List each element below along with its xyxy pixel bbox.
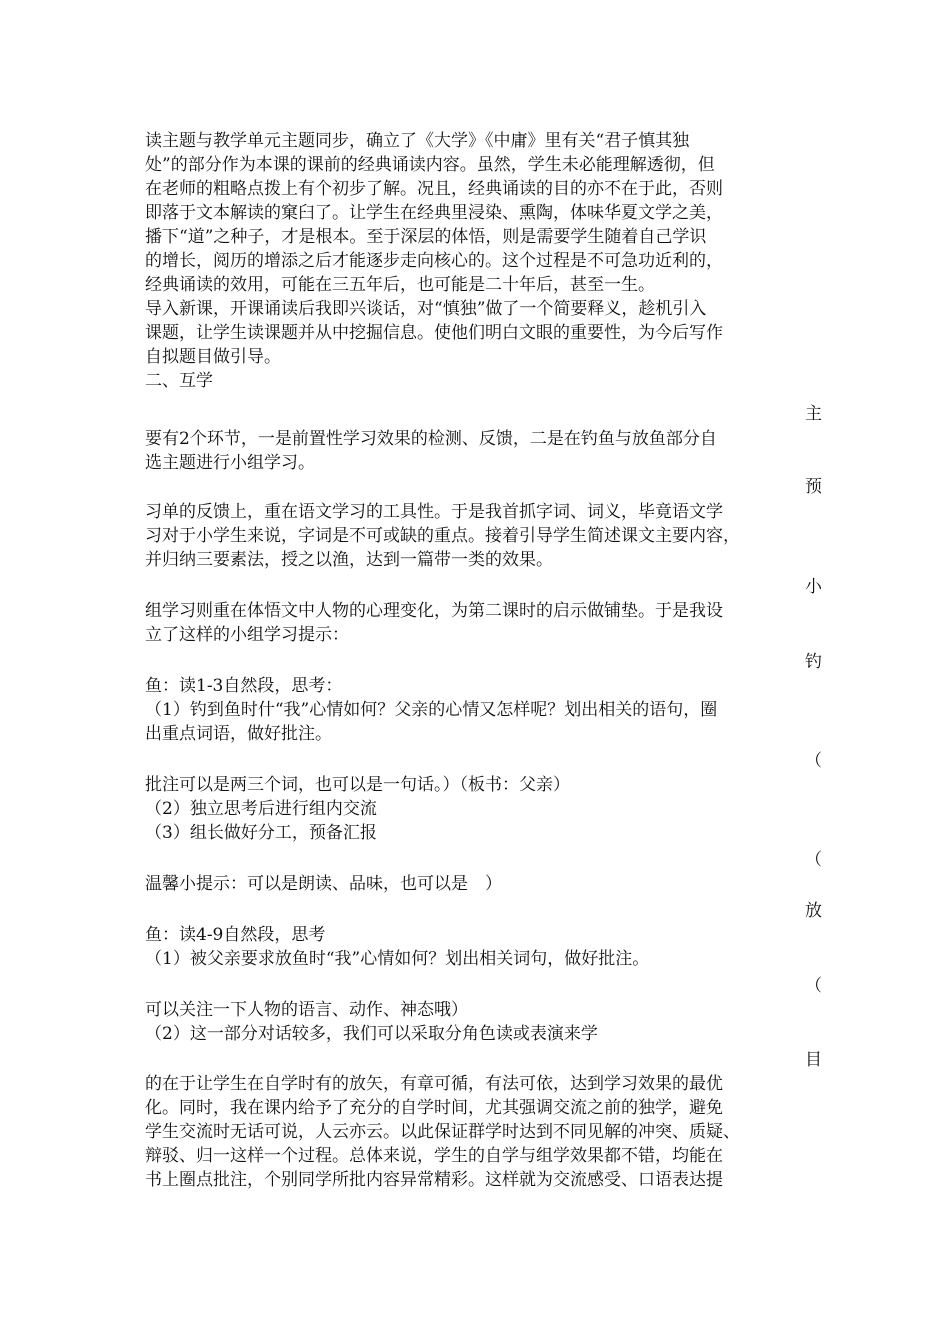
text-line-28: 可以关注一下人物的语言、动作、神态哦） — [145, 1000, 468, 1020]
text-line-22: 批注可以是两三个词，也可以是一句话。）（板书：父亲） — [145, 775, 570, 795]
text-line-12: 要有2个环节，一是前置性学习效果的检测、反馈，二是在钓鱼与放鱼部分自 — [145, 429, 717, 449]
text-line-10: 自拟题目做引导。 — [145, 347, 281, 367]
text-line-26: 鱼：读4-9自然段，思考 — [145, 925, 326, 945]
text-line-21: 出重点词语，做好批注。 — [145, 724, 332, 744]
text-line-23: （2）独立思考后进行组内交流 — [145, 799, 377, 819]
text-line-27: （1）被父亲要求放鱼时“我”心情如何？划出相关词句，做好批注。 — [145, 949, 650, 969]
margin-mark-3: 小 — [805, 577, 822, 597]
text-line-16: 并归纳三要素法，授之以渔，达到一篇带一类的效果。 — [145, 550, 553, 570]
text-line-19: 鱼：读1-3自然段，思考： — [145, 676, 343, 696]
text-line-20: （1）钓到鱼时什“我”心情如何？父亲的心情又怎样呢？划出相关的语句，圈 — [145, 700, 718, 720]
text-line-1: 读主题与教学单元主题同步，确立了《大学》《中庸》里有关“君子慎其独 — [145, 131, 690, 151]
text-line-5: 播下“道”之种子，才是根本。至于深层的体悟，则是需要学生随着自己学识 — [145, 227, 707, 247]
margin-mark-8: （ — [805, 976, 822, 996]
margin-mark-2: 预 — [805, 477, 822, 497]
margin-mark-1: 主 — [805, 404, 822, 424]
text-line-24: （3）组长做好分工，预备汇报 — [145, 823, 377, 843]
text-line-31: 化。同时，我在课内给予了充分的自学时间，尤其强调交流之前的独学，避免 — [145, 1098, 723, 1118]
text-line-32: 学生交流时无话可说，人云亦云。以此保证群学时达到不同见解的冲突、质疑、 — [145, 1122, 740, 1142]
text-line-9: 课题，让学生读课题并从中挖掘信息。使他们明白文眼的重要性，为今后写作 — [145, 323, 723, 343]
text-line-8: 导入新课，开课诵读后我即兴谈话，对“慎独”做了一个简要释义，趁机引入 — [145, 299, 707, 319]
text-line-4: 即落于文本解读的窠臼了。让学生在经典里浸染、熏陶，体味华夏文学之美， — [145, 203, 723, 223]
margin-mark-9: 目 — [805, 1050, 822, 1070]
margin-mark-5: （ — [805, 751, 822, 771]
text-line-29: （2）这一部分对话较多，我们可以采取分角色读或表演来学 — [145, 1024, 598, 1044]
margin-mark-6: （ — [805, 850, 822, 870]
text-line-17: 组学习则重在体悟文中人物的心理变化，为第二课时的启示做铺垫。于是我设 — [145, 601, 723, 621]
margin-mark-4: 钓 — [805, 652, 822, 672]
text-line-25: 温馨小提示：可以是朗读、品味，也可以是 ） — [145, 874, 502, 894]
text-line-18: 立了这样的小组学习提示： — [145, 625, 349, 645]
section-heading: 二、互学 — [145, 371, 213, 391]
text-line-34: 书上圈点批注，个别同学所批内容异常精彩。这样就为交流感受、口语表达提 — [145, 1170, 723, 1190]
text-line-13: 选主题进行小组学习。 — [145, 453, 315, 473]
text-line-14: 习单的反馈上，重在语文学习的工具性。于是我首抓字词、词义，毕竟语文学 — [145, 502, 723, 522]
text-line-30: 的在于让学生在自学时有的放矢，有章可循，有法可依，达到学习效果的最优 — [145, 1074, 723, 1094]
text-line-15: 习对于小学生来说，字词是不可或缺的重点。接着引导学生简述课文主要内容， — [145, 526, 740, 546]
text-line-33: 辩驳、归一这样一个过程。总体来说，学生的自学与组学效果都不错，均能在 — [145, 1146, 723, 1166]
text-line-6: 的增长，阅历的增添之后才能逐步走向核心的。这个过程是不可急功近利的， — [145, 251, 723, 271]
margin-mark-7: 放 — [805, 901, 822, 921]
text-line-2: 处”的部分作为本课的课前的经典诵读内容。虽然，学生未必能理解透彻，但 — [145, 155, 715, 175]
text-line-3: 在老师的粗略点拨上有个初步了解。况且，经典诵读的目的亦不在于此，否则 — [145, 179, 723, 199]
text-line-7: 经典诵读的效用，可能在三五年后，也可能是二十年后，甚至一生。 — [145, 275, 655, 295]
